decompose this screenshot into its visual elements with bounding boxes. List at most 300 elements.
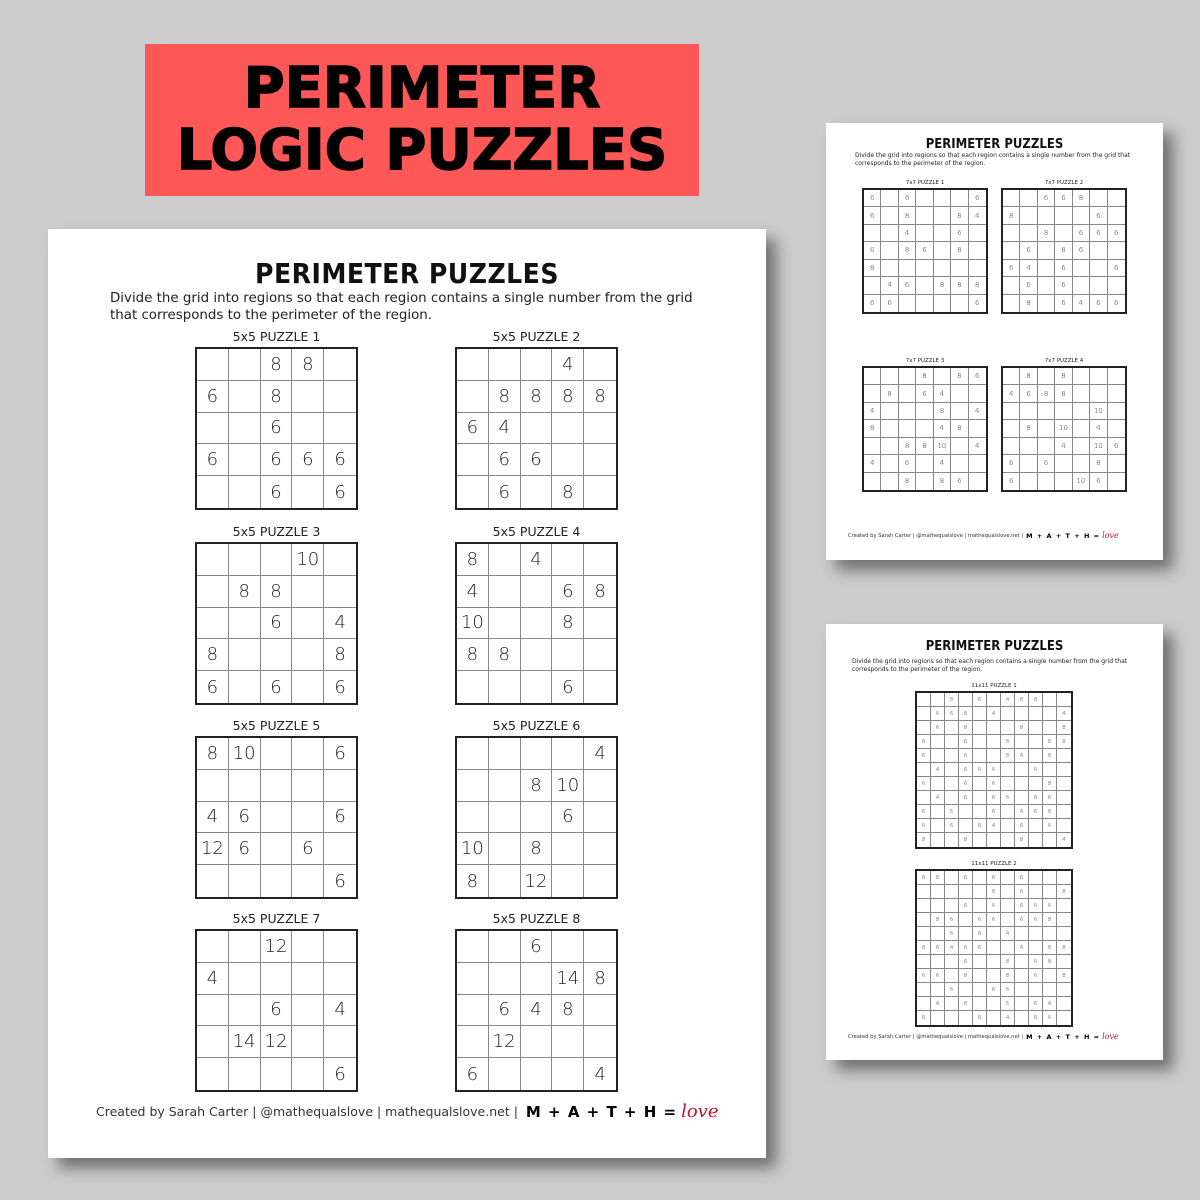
grid-cell: 4: [931, 763, 945, 777]
grid-cell: [1090, 368, 1107, 385]
grid-cell: [457, 1026, 489, 1058]
grid-cell: [489, 349, 521, 381]
page-instructions: Divide the grid into regions so that each region contains a single number from the grid that corresponds to the perimeter of the region.: [110, 291, 693, 323]
grid-cell: [1057, 805, 1071, 819]
grid-cell: 6: [973, 913, 987, 927]
grid-cell: [292, 671, 324, 703]
grid-cell: [945, 777, 959, 791]
grid-cell: [881, 438, 898, 455]
grid-cell: [489, 738, 521, 770]
grid-cell: [969, 473, 986, 490]
grid-cell: [1057, 927, 1071, 941]
grid-cell: 8: [959, 707, 973, 721]
grid-cell: [931, 955, 945, 969]
grid-cell: [917, 885, 931, 899]
grid-cell: [1108, 368, 1125, 385]
grid-cell: 8: [1057, 969, 1071, 983]
grid-cell: [584, 995, 616, 1027]
grid-cell: 6: [917, 819, 931, 833]
grid-cell: [229, 639, 261, 671]
grid-cell: [1015, 927, 1029, 941]
grid-cell: [1057, 1011, 1071, 1025]
grid-cell: 4: [324, 608, 356, 640]
grid-cell: [969, 225, 986, 242]
grid-cell: 6: [945, 819, 959, 833]
grid-cell: 8: [917, 941, 931, 955]
grid-cell: [1029, 941, 1043, 955]
grid-cell: [1029, 885, 1043, 899]
grid-cell: [973, 969, 987, 983]
footer-love: love: [1102, 1032, 1119, 1041]
grid-cell: 8: [959, 997, 973, 1011]
grid-cell: [1108, 420, 1125, 437]
grid-cell: [1020, 455, 1037, 472]
grid-cell: [951, 455, 968, 472]
grid-cell: 6: [959, 749, 973, 763]
grid-cell: 8: [261, 349, 293, 381]
grid-cell: [197, 770, 229, 802]
grid-cell: 6: [975, 299, 980, 308]
grid-cell: [973, 791, 987, 805]
grid-cell: [1029, 749, 1043, 763]
grid-cell: [1108, 277, 1125, 294]
grid-cell: [197, 349, 229, 381]
grid-cell: [521, 608, 553, 640]
puzzle-label: 5x5 PUZZLE 2: [492, 329, 581, 344]
grid-cell: [945, 791, 959, 805]
grid-cell: [489, 963, 521, 995]
grid-cell: [1043, 833, 1057, 847]
grid-cell: [1001, 763, 1015, 777]
grid-cell: [489, 802, 521, 834]
grid-cell: [1038, 277, 1055, 294]
grid-cell: [934, 260, 951, 277]
grid-cell: [1001, 777, 1015, 791]
grid-cell: [292, 963, 324, 995]
grid-cell: 6: [334, 870, 346, 892]
grid-cell: [584, 544, 616, 576]
grid-cell: [973, 707, 987, 721]
grid-cell: [969, 420, 986, 437]
puzzle-grid: [455, 929, 618, 1092]
grid-cell: 12: [261, 931, 293, 963]
grid-cell: [229, 476, 261, 508]
grid-cell: [1108, 190, 1125, 207]
grid-cell: 6: [945, 983, 959, 997]
grid-cell: 8: [973, 819, 987, 833]
grid-cell: [945, 955, 959, 969]
grid-cell: 4: [1073, 295, 1090, 312]
grid-cell: 8: [552, 476, 584, 508]
grid-cell: 6: [324, 738, 356, 770]
grid-cell: 6: [987, 777, 1001, 791]
grid-cell: 12: [489, 1026, 521, 1058]
grid-cell: 8: [969, 277, 986, 294]
page-footer: [848, 1032, 1119, 1041]
grid-cell: [959, 913, 973, 927]
footer-brand: M + A + T + H =: [1026, 1032, 1101, 1041]
grid-cell: [1015, 763, 1029, 777]
grid-cell: [1073, 403, 1090, 420]
grid-cell: 6: [931, 969, 945, 983]
grid-cell: 10: [1055, 420, 1072, 437]
puzzle-label: 5x5 PUZZLE 8: [492, 911, 581, 926]
grid-cell: 8: [1057, 885, 1071, 899]
grid-cell: [1038, 368, 1055, 385]
page-title: PERIMETER PUZZLES: [255, 257, 559, 290]
grid-cell: [1029, 833, 1043, 847]
grid-cell: [973, 805, 987, 819]
grid-cell: [324, 833, 356, 865]
grid-cell: 6: [1108, 225, 1125, 242]
grid-cell: [1003, 403, 1020, 420]
grid-cell: [951, 190, 968, 207]
grid-cell: [521, 671, 553, 703]
grid-cell: 8: [1001, 735, 1015, 749]
grid-cell: [1090, 385, 1107, 402]
grid-cell: [457, 476, 489, 508]
banner-line-1: PERIMETER: [243, 56, 601, 121]
grid-cell: 4: [969, 403, 986, 420]
grid-cell: [584, 931, 616, 963]
grid-cell: 6: [945, 805, 959, 819]
grid-cell: 8: [1055, 368, 1072, 385]
grid-cell: [945, 969, 959, 983]
grid-cell: [521, 1026, 553, 1058]
grid-cell: 6: [987, 791, 1001, 805]
grid-cell: 8: [987, 885, 1001, 899]
grid-cell: [864, 473, 881, 490]
grid-cell: 8: [881, 385, 898, 402]
grid-cell: 8: [917, 833, 931, 847]
grid-cell: 4: [457, 576, 489, 608]
grid-cell: 6: [931, 721, 945, 735]
grid-cell: 6: [334, 481, 346, 503]
grid-cell: [584, 865, 616, 897]
grid-cell: [1055, 225, 1072, 242]
grid-cell: 4: [864, 455, 881, 472]
grid-cell: [1043, 693, 1057, 707]
grid-cell: [229, 544, 261, 576]
grid-cell: [917, 913, 931, 927]
grid-cell: [292, 1058, 324, 1090]
grid-cell: [324, 544, 356, 576]
grid-cell: 6: [1055, 190, 1072, 207]
grid-cell: 6: [959, 763, 973, 777]
grid-cell: [229, 671, 261, 703]
grid-cell: 6: [1055, 295, 1072, 312]
grid-cell: [917, 983, 931, 997]
grid-cell: [552, 544, 584, 576]
grid-cell: 6: [969, 368, 986, 385]
grid-cell: [457, 802, 489, 834]
grid-cell: [987, 693, 1001, 707]
grid-cell: [197, 576, 229, 608]
grid-cell: [931, 819, 945, 833]
grid-cell: 6: [334, 676, 346, 698]
grid-cell: 8: [951, 277, 968, 294]
grid-cell: 8: [1043, 913, 1057, 927]
grid-cell: [521, 576, 553, 608]
puzzle-label: 5x5 PUZZLE 1: [232, 329, 321, 344]
grid-cell: [324, 963, 356, 995]
grid-cell: 4: [521, 995, 553, 1027]
grid-cell: [552, 1026, 584, 1058]
grid-cell: 10: [1073, 473, 1090, 490]
grid-cell: [945, 749, 959, 763]
grid-cell: [917, 791, 931, 805]
grid-cell: 8: [1038, 225, 1055, 242]
grid-cell: 8: [584, 381, 616, 413]
grid-cell: 6: [197, 381, 229, 413]
grid-cell: 6: [1055, 260, 1072, 277]
grid-cell: [881, 242, 898, 259]
grid-cell: 6: [1001, 983, 1015, 997]
grid-cell: 4: [931, 997, 945, 1011]
grid-cell: 6: [1015, 913, 1029, 927]
grid-cell: 6: [1029, 969, 1043, 983]
grid-cell: [945, 735, 959, 749]
grid-cell: 8: [1073, 190, 1090, 207]
grid-cell: [521, 1058, 553, 1090]
grid-cell: [1001, 833, 1015, 847]
grid-cell: [584, 833, 616, 865]
grid-cell: [1057, 763, 1071, 777]
grid-cell: 8: [973, 1011, 987, 1025]
grid-cell: 8: [931, 913, 945, 927]
grid-cell: [1043, 721, 1057, 735]
grid-cell: [959, 983, 973, 997]
grid-cell: 6: [1003, 260, 1020, 277]
grid-cell: [864, 225, 881, 242]
grid-cell: [945, 899, 959, 913]
grid-cell: 6: [261, 608, 293, 640]
page-title: PERIMETER PUZZLES: [925, 639, 1064, 654]
grid-cell: [881, 403, 898, 420]
grid-cell: 8: [934, 473, 951, 490]
grid-cell: [489, 770, 521, 802]
grid-cell: [1029, 707, 1043, 721]
grid-cell: [899, 385, 916, 402]
grid-cell: [552, 444, 584, 476]
puzzle-label: 11x11 PUZZLE 1: [971, 683, 1017, 689]
grid-cell: 6: [1029, 805, 1043, 819]
grid-cell: [1055, 207, 1072, 224]
grid-cell: [945, 1011, 959, 1025]
grid-cell: [973, 777, 987, 791]
grid-cell: 12: [521, 865, 553, 897]
grid-cell: 6: [959, 791, 973, 805]
grid-cell: [457, 995, 489, 1027]
grid-cell: 12: [197, 833, 229, 865]
grid-cell: 6: [197, 671, 229, 703]
grid-cell: [584, 671, 616, 703]
title-banner: [145, 44, 699, 196]
grid-cell: [229, 381, 261, 413]
grid-cell: [1043, 707, 1057, 721]
grid-cell: 4: [1001, 927, 1015, 941]
grid-cell: 8: [1029, 791, 1043, 805]
grid-cell: 8: [899, 473, 916, 490]
grid-cell: 8: [1001, 969, 1015, 983]
grid-cell: [959, 927, 973, 941]
grid-cell: [917, 763, 931, 777]
grid-cell: [1057, 749, 1071, 763]
grid-cell: 10: [229, 738, 261, 770]
grid-cell: 6: [229, 833, 261, 865]
grid-cell: 8: [292, 349, 324, 381]
grid-cell: [1090, 277, 1107, 294]
grid-cell: 10: [1090, 403, 1107, 420]
grid-cell: 6: [1003, 455, 1020, 472]
grid-cell: [1003, 295, 1020, 312]
grid-cell: 6: [521, 931, 553, 963]
grid-cell: [881, 368, 898, 385]
grid-cell: [1043, 983, 1057, 997]
grid-cell: [1073, 455, 1090, 472]
grid-cell: 8: [1015, 833, 1029, 847]
grid-cell: 8: [489, 639, 521, 671]
grid-cell: 8: [1055, 242, 1072, 259]
grid-cell: [951, 438, 968, 455]
puzzle-label: 5x5 PUZZLE 6: [492, 718, 581, 733]
grid-cell: [197, 931, 229, 963]
grid-cell: [1043, 871, 1057, 885]
grid-cell: 6: [987, 805, 1001, 819]
grid-cell: [1015, 969, 1029, 983]
grid-cell: [229, 931, 261, 963]
grid-cell: [917, 721, 931, 735]
grid-cell: [1038, 242, 1055, 259]
grid-cell: [931, 833, 945, 847]
grid-cell: 8: [1001, 955, 1015, 969]
grid-cell: [916, 207, 933, 224]
grid-cell: 4: [1062, 837, 1066, 843]
grid-cell: [1029, 871, 1043, 885]
grid-cell: [881, 260, 898, 277]
grid-cell: [1038, 473, 1055, 490]
grid-cell: 6: [899, 455, 916, 472]
puzzle-label: 7x7 PUZZLE 4: [1044, 358, 1084, 364]
grid-cell: [864, 368, 881, 385]
grid-cell: 8: [552, 608, 584, 640]
grid-cell: [881, 455, 898, 472]
grid-cell: 6: [197, 444, 229, 476]
grid-cell: 6: [864, 295, 881, 312]
grid-cell: [197, 1026, 229, 1058]
grid-cell: 6: [917, 969, 931, 983]
grid-cell: 6: [1114, 299, 1119, 308]
grid-cell: [197, 413, 229, 445]
grid-cell: [1073, 368, 1090, 385]
grid-cell: [292, 639, 324, 671]
grid-cell: [1108, 473, 1125, 490]
grid-cell: 14: [552, 963, 584, 995]
grid-cell: [931, 805, 945, 819]
puzzle-grid: [195, 542, 358, 705]
puzzle-grid: [195, 347, 358, 510]
grid-cell: [1015, 983, 1029, 997]
grid-cell: [917, 899, 931, 913]
grid-cell: 6: [489, 444, 521, 476]
grid-cell: 8: [552, 381, 584, 413]
grid-cell: [1001, 913, 1015, 927]
grid-cell: 6: [1029, 913, 1043, 927]
grid-cell: [881, 420, 898, 437]
grid-cell: 8: [521, 381, 553, 413]
grid-cell: 4: [324, 995, 356, 1027]
grid-cell: 6: [334, 1063, 346, 1085]
grid-cell: 8: [1090, 455, 1107, 472]
grid-cell: 4: [969, 438, 986, 455]
puzzle-label: 5x5 PUZZLE 3: [232, 524, 321, 539]
grid-cell: 6: [1029, 955, 1043, 969]
grid-cell: [552, 738, 584, 770]
grid-cell: [1038, 420, 1055, 437]
puzzle-grid: [915, 691, 1073, 849]
grid-cell: [881, 225, 898, 242]
grid-cell: 8: [1001, 749, 1015, 763]
grid-cell: 6: [987, 983, 1001, 997]
footer-brand: M + A + T + H =: [525, 1102, 678, 1121]
grid-cell: 4: [1090, 420, 1107, 437]
page-instructions: Divide the grid into regions so that each region contains a single number from the grid that corresponds to the perimeter of the region.: [852, 658, 1128, 673]
grid-cell: [261, 833, 293, 865]
grid-cell: 10: [934, 438, 951, 455]
grid-cell: [324, 931, 356, 963]
grid-cell: [917, 955, 931, 969]
grid-cell: [959, 805, 973, 819]
grid-cell: [899, 420, 916, 437]
grid-cell: [552, 413, 584, 445]
grid-cell: [584, 349, 616, 381]
grid-cell: 6: [987, 913, 1001, 927]
grid-cell: 6: [931, 941, 945, 955]
grid-cell: [1001, 899, 1015, 913]
grid-cell: [916, 473, 933, 490]
grid-cell: 6: [959, 899, 973, 913]
grid-cell: 6: [552, 671, 584, 703]
grid-cell: 8: [584, 963, 616, 995]
grid-cell: 6: [1029, 763, 1043, 777]
puzzle-grid: [455, 347, 618, 510]
footer-credit: Created by Sarah Carter | @mathequalslove | mathequalslove.net |: [848, 1033, 1024, 1040]
grid-cell: 6: [552, 802, 584, 834]
grid-cell: [261, 865, 293, 897]
grid-cell: 6: [552, 576, 584, 608]
grid-cell: [1015, 791, 1029, 805]
grid-cell: [552, 865, 584, 897]
grid-cell: [1029, 983, 1043, 997]
grid-cell: 4: [197, 963, 229, 995]
grid-cell: [959, 1011, 973, 1025]
grid-cell: [881, 207, 898, 224]
grid-cell: [1001, 871, 1015, 885]
grid-cell: 6: [292, 444, 324, 476]
grid-cell: 6: [959, 777, 973, 791]
grid-cell: [1003, 438, 1020, 455]
grid-cell: 8: [1043, 777, 1057, 791]
grid-cell: [197, 995, 229, 1027]
grid-cell: [969, 260, 986, 277]
grid-cell: [1020, 473, 1037, 490]
footer-credit: Created by Sarah Carter | @mathequalslove | mathequalslove.net |: [848, 532, 1024, 539]
grid-cell: [1020, 438, 1037, 455]
grid-cell: 4: [489, 413, 521, 445]
grid-cell: [931, 1011, 945, 1025]
grid-cell: [987, 721, 1001, 735]
grid-cell: 8: [1043, 941, 1057, 955]
